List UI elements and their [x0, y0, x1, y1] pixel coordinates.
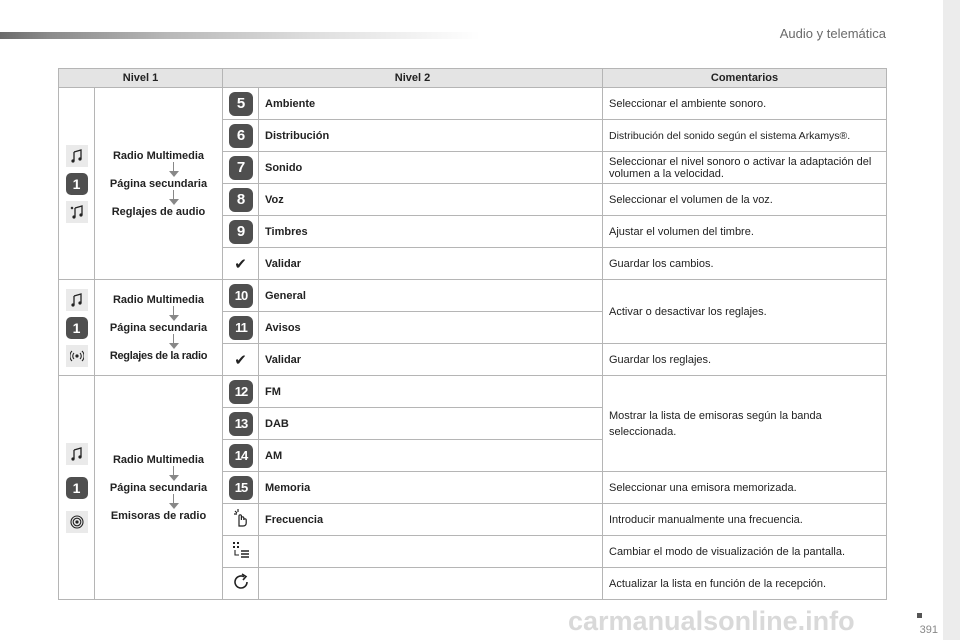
- number-badge: 6: [229, 124, 253, 148]
- setting-name: AM: [259, 440, 603, 472]
- path-step: Reglajes de la radio: [109, 349, 208, 362]
- number-badge: 7: [229, 156, 253, 180]
- number-badge: 14: [229, 444, 253, 468]
- path-step: Radio Multimedia: [112, 453, 205, 466]
- side-strip: [943, 0, 960, 640]
- setting-comment: Guardar los cambios.: [603, 248, 887, 280]
- group2-path: [95, 280, 223, 376]
- table-row: [59, 88, 887, 120]
- down-arrow-icon: [168, 190, 180, 206]
- setting-comment: Ajustar el volumen del timbre.: [603, 216, 887, 248]
- group2-icons: [59, 280, 95, 376]
- number-badge: 10: [229, 284, 253, 308]
- setting-name: General: [259, 280, 603, 312]
- checkmark-icon: ✔: [234, 255, 247, 273]
- setting-comment: Seleccionar el nivel sonoro o activar la adaptación del volumen a la velocidad.: [603, 152, 887, 184]
- setting-comment: Actualizar la lista en función de la recepción.: [603, 568, 887, 600]
- path-step: Página secundaria: [109, 321, 208, 334]
- number-badge: 8: [229, 188, 253, 212]
- setting-comment: Introducir manualmente una frecuencia.: [603, 504, 887, 536]
- setting-name: Voz: [259, 184, 603, 216]
- path-step: Radio Multimedia: [112, 149, 205, 162]
- group1-path: [95, 88, 223, 280]
- setting-name: [259, 568, 603, 600]
- refresh-icon: [223, 568, 259, 600]
- setting-comment: Activar o desactivar los reglajes.: [603, 280, 887, 344]
- down-arrow-icon: [168, 334, 180, 350]
- down-arrow-icon: [168, 494, 180, 510]
- step-badge: 1: [66, 173, 88, 195]
- setting-comment: Guardar los reglajes.: [603, 344, 887, 376]
- setting-comment: Seleccionar el volumen de la voz.: [603, 184, 887, 216]
- setting-comment: Seleccionar el ambiente sonoro.: [603, 88, 887, 120]
- group1-icons: [59, 88, 95, 280]
- number-badge: 5: [229, 92, 253, 116]
- setting-name: Sonido: [259, 152, 603, 184]
- step-badge: 1: [66, 477, 88, 499]
- path-step: Página secundaria: [109, 481, 208, 494]
- setting-name: Validar: [259, 248, 603, 280]
- down-arrow-icon: [168, 162, 180, 178]
- display-mode-icon: [223, 536, 259, 568]
- group3-path: [95, 376, 223, 600]
- number-badge: 13: [229, 412, 253, 436]
- number-badge: 11: [229, 316, 253, 340]
- path-step: Reglajes de audio: [111, 205, 206, 218]
- header-nivel-1: Nivel 1: [59, 69, 223, 88]
- setting-name: DAB: [259, 408, 603, 440]
- number-badge: 12: [229, 380, 253, 404]
- page-marker: [917, 613, 922, 618]
- setting-name: Timbres: [259, 216, 603, 248]
- group3-icons: [59, 376, 95, 600]
- setting-name: Memoria: [259, 472, 603, 504]
- setting-name: Frecuencia: [259, 504, 603, 536]
- number-badge: 9: [229, 220, 253, 244]
- setting-comment: Cambiar el modo de visualización de la pantalla.: [603, 536, 887, 568]
- page-header-title: Audio y telemática: [779, 26, 886, 41]
- path-step: Emisoras de radio: [110, 509, 207, 522]
- music-note-icon: [66, 289, 88, 311]
- setting-name: [259, 536, 603, 568]
- setting-name: Validar: [259, 344, 603, 376]
- setting-comment: Seleccionar una emisora memorizada.: [603, 472, 887, 504]
- setting-comment: Mostrar la lista de emisoras según la banda seleccionada.: [603, 376, 887, 472]
- header-bar: [0, 32, 480, 39]
- step-badge: 1: [66, 317, 88, 339]
- settings-table: [58, 68, 887, 600]
- music-note-icon: [66, 145, 88, 167]
- table-row: [59, 376, 887, 408]
- hand-touch-icon: [223, 504, 259, 536]
- down-arrow-icon: [168, 466, 180, 482]
- setting-name: Distribución: [259, 120, 603, 152]
- watermark: carmanualsonline.info: [568, 606, 855, 636]
- setting-comment: Distribución del sonido según el sistema Arkamys®.: [603, 120, 887, 152]
- page-number: 391: [919, 624, 938, 636]
- setting-name: Avisos: [259, 312, 603, 344]
- setting-name: FM: [259, 376, 603, 408]
- number-badge: 15: [229, 476, 253, 500]
- checkmark-icon: ✔: [234, 351, 247, 369]
- table-header-row: [59, 69, 887, 88]
- header-nivel-2: Nivel 2: [223, 69, 603, 88]
- radio-settings-icon: [66, 345, 88, 367]
- header-comentarios: Comentarios: [603, 69, 887, 88]
- down-arrow-icon: [168, 306, 180, 322]
- table-row: [59, 280, 887, 312]
- music-note-icon: [66, 443, 88, 465]
- path-step: Radio Multimedia: [112, 293, 205, 306]
- setting-name: Ambiente: [259, 88, 603, 120]
- radio-station-icon: [66, 511, 88, 533]
- path-step: Página secundaria: [109, 177, 208, 190]
- audio-settings-icon: [66, 201, 88, 223]
